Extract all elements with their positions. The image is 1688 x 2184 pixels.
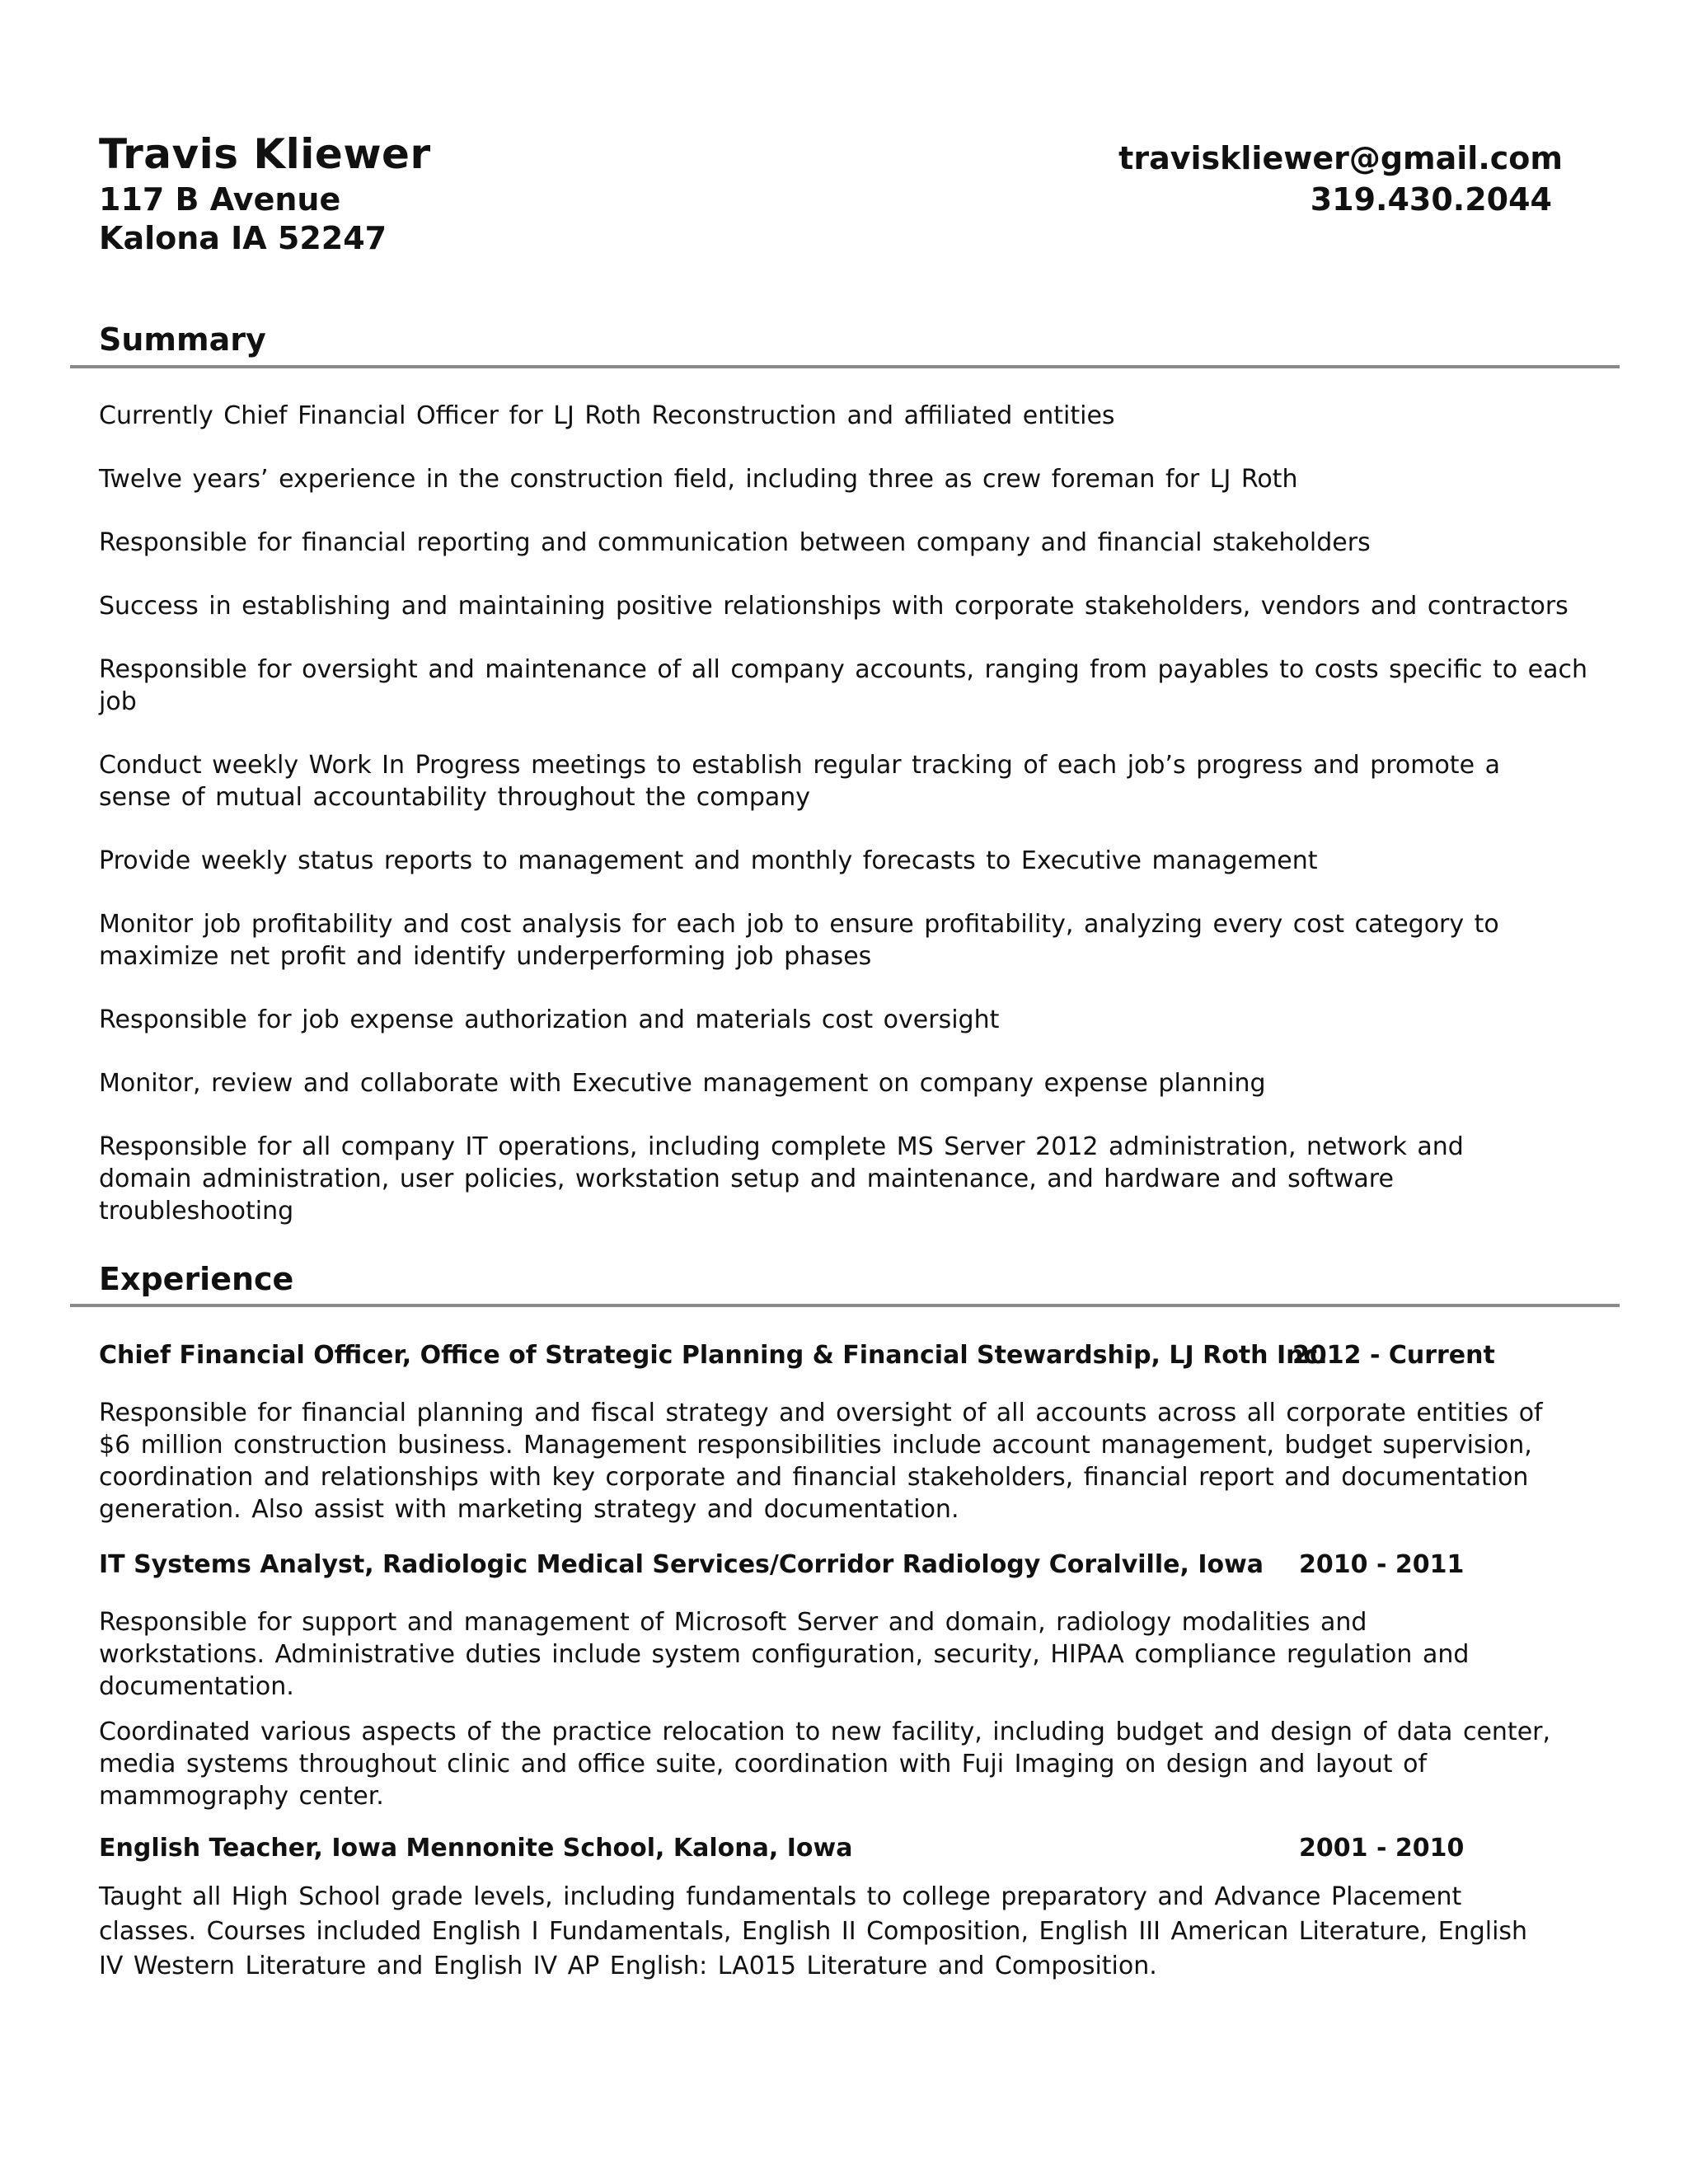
experience-divider [70, 1304, 1620, 1307]
experience-heading: Experience [99, 1261, 294, 1297]
job-title: Chief Financial Officer, Office of Strategic Planning & Financial Stewardship, LJ Roth Inc. [99, 1341, 1328, 1370]
job-title: English Teacher, Iowa Mennonite School, Kalona, Iowa [99, 1834, 853, 1863]
job-title: IT Systems Analyst, Radiologic Medical Services/Corridor Radiology Coralville, Iowa [99, 1550, 1264, 1579]
job-description: Taught all High School grade levels, including fundamentals to college preparatory and Advance Placement classes. Courses included English I Fundamentals, English II Composition, English III American Literature, English IV Western Literature and English IV AP English: LA015 Literature and Composition. [99, 1882, 1528, 1980]
job-description: Responsible for financial planning and fiscal strategy and oversight of all accounts across all corporate entities of $6 million construction business. Management responsibilities include account management, budget supervision, coordination and relationships with key corporate and financial stakeholders, financial report and documentation generation. Also assist with marketing strategy and documentation. [99, 1399, 1543, 1524]
experience-section [99, 1339, 1607, 1984]
phone-number: 319.430.2044 [1310, 181, 1552, 218]
job-header [99, 1832, 1607, 1865]
city-state-zip: Kalona IA 52247 [99, 220, 387, 256]
job-description: Responsible for support and management of Microsoft Server and domain, radiology modalities and workstations. Administrative duties include system configuration, security, HIPAA compliance regulation and documentation. [99, 1608, 1470, 1701]
job-dates: 2010 - 2011 [1299, 1550, 1465, 1579]
summary-item: Currently Chief Financial Officer for LJ Roth Reconstruction and affiliated entities [99, 401, 1115, 430]
job-dates: 2012 - Current [1292, 1341, 1495, 1370]
summary-heading: Summary [99, 321, 266, 358]
summary-list [99, 400, 1607, 1258]
summary-item: Responsible for all company IT operations, including complete MS Server 2012 administration, network and domain administration, user policies, workstation setup and maintenance, and hardware and software troubleshooting [99, 1132, 1464, 1226]
summary-item: Monitor job profitability and cost analysis for each job to ensure profitability, analyzing every cost category to maximize net profit and identify underperforming job phases [99, 910, 1499, 971]
candidate-name: Travis Kliewer [99, 130, 431, 178]
summary-item: Success in establishing and maintaining positive relationships with corporate stakeholders, vendors and contractors [99, 592, 1568, 621]
job-header [99, 1549, 1607, 1582]
job-dates: 2001 - 2010 [1299, 1834, 1465, 1863]
summary-item: Conduct weekly Work In Progress meetings to establish regular tracking of each job’s progress and promote a sense of mutual accountability throughout the company [99, 751, 1500, 812]
summary-item: Responsible for oversight and maintenance of all company accounts, ranging from payables to costs specific to each job [99, 655, 1588, 716]
summary-divider [70, 365, 1620, 368]
email-address: traviskliewer@gmail.com [1118, 140, 1563, 176]
job-header [99, 1339, 1607, 1372]
job-description: Coordinated various aspects of the practice relocation to new facility, including budget and design of data center, media systems throughout clinic and office suite, coordination with Fuji Imaging on design and layout of mammography center. [99, 1718, 1551, 1811]
summary-item: Monitor, review and collaborate with Executive management on company expense planning [99, 1069, 1266, 1098]
summary-item: Twelve years’ experience in the construction field, including three as crew foreman for LJ Roth [99, 465, 1298, 494]
summary-item: Responsible for financial reporting and communication between company and financial stakeholders [99, 528, 1371, 557]
summary-item: Provide weekly status reports to management and monthly forecasts to Executive management [99, 846, 1318, 875]
street-address: 117 B Avenue [99, 181, 341, 218]
summary-item: Responsible for job expense authorization and materials cost oversight [99, 1005, 1000, 1034]
